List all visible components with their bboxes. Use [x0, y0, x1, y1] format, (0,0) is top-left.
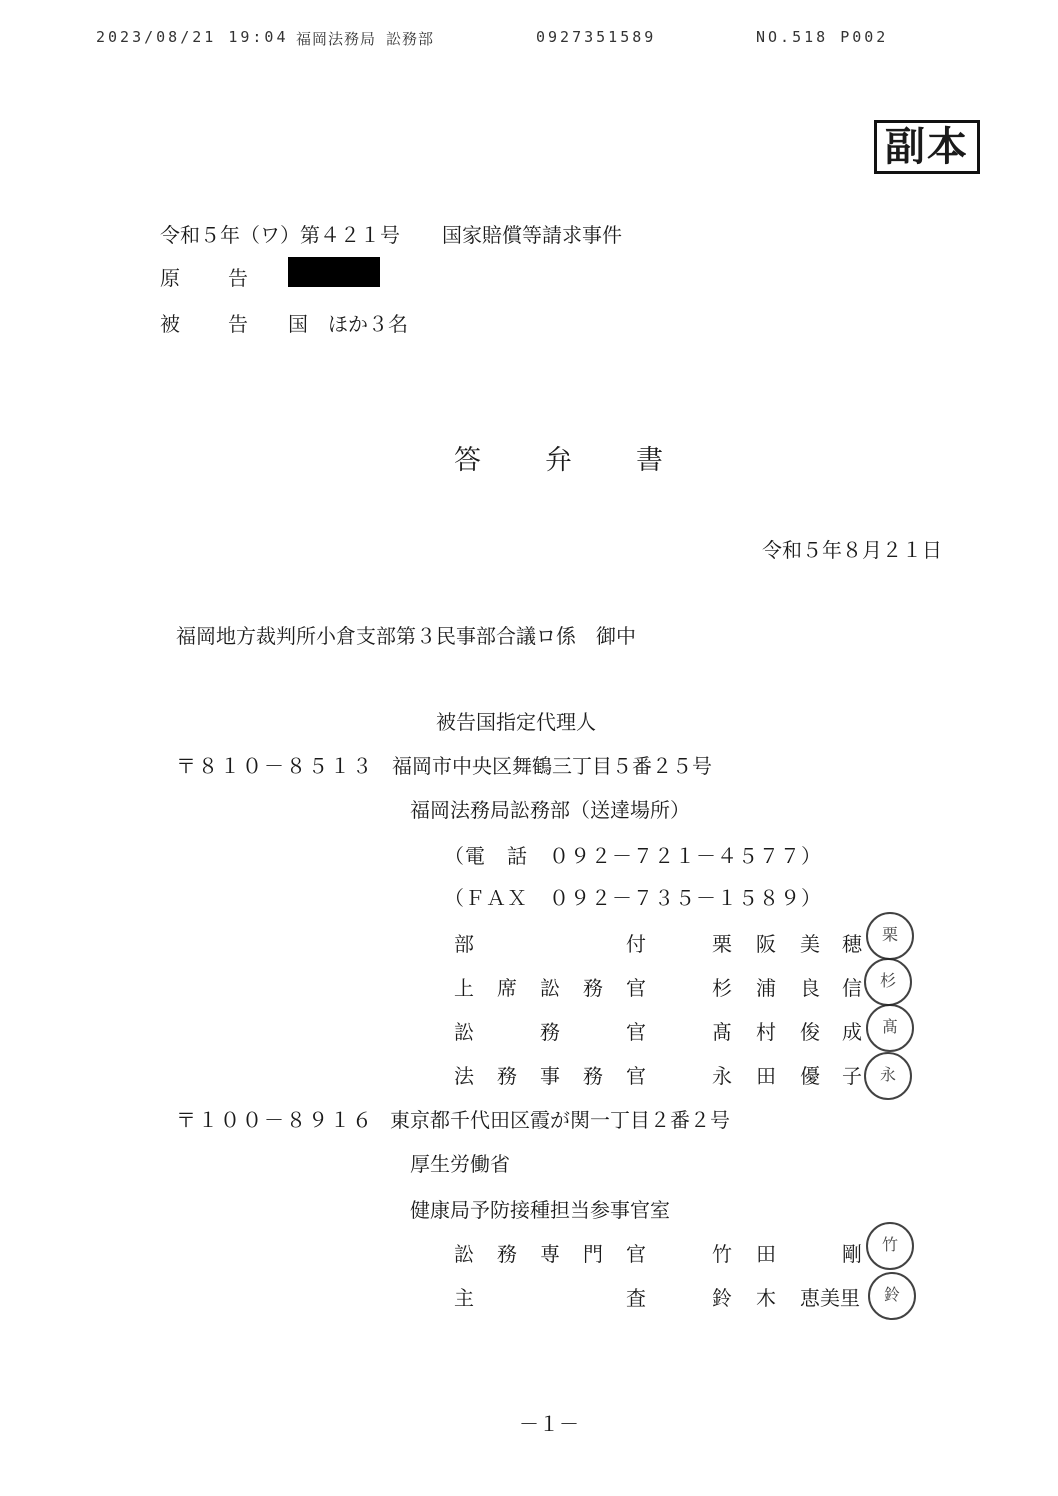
staff-title-char: 部 [454, 932, 474, 956]
staff-title-char: 務 [497, 1064, 517, 1088]
personal-seal: 鈴 [868, 1272, 916, 1320]
case-number: 令和５年（ワ）第４２１号 [160, 223, 400, 247]
staff-name-char: 木 [756, 1286, 776, 1310]
staff-name-char: 田 [756, 1242, 776, 1266]
staff-title-char: 務 [540, 1020, 560, 1044]
staff-name-char: 剛 [842, 1242, 862, 1266]
staff-name-char: 俊 [800, 1020, 820, 1044]
staff-name-char: 美 [800, 932, 820, 956]
staff-name-char: 成 [842, 1020, 862, 1044]
staff-name-char: 良 [800, 976, 820, 1000]
fax-number: 0927351589 [536, 28, 657, 46]
staff-name-char: 杉 [712, 976, 732, 1000]
document-date: 令和５年８月２１日 [762, 538, 942, 562]
staff-name-char: 穂 [842, 932, 862, 956]
plaintiff-label: 原 告 [160, 266, 262, 290]
staff-title-char: 訟 [454, 1242, 474, 1266]
office2-ministry: 厚生労働省 [410, 1152, 510, 1176]
staff-name-char: 髙 [712, 1020, 732, 1044]
staff-title-char: 専 [540, 1242, 560, 1266]
addressee: 福岡地方裁判所小倉支部第３民事部合議ロ係 御中 [176, 624, 636, 648]
staff-name-char: 永 [712, 1064, 732, 1088]
staff-title-char: 事 [540, 1064, 560, 1088]
staff-title-char: 務 [497, 1242, 517, 1266]
staff-name-char: 恵美里 [800, 1286, 860, 1310]
staff-title-char: 査 [626, 1286, 646, 1310]
fax-datetime: 2023/08/21 19:04 [96, 28, 289, 46]
redacted-plaintiff-name [288, 257, 380, 287]
office1-fax: （ＦＡＸ ０９２－７３５－１５８９） [444, 886, 822, 910]
office1-address: 福岡市中央区舞鶴三丁目５番２５号 [392, 754, 712, 778]
staff-title-char: 官 [626, 1242, 646, 1266]
staff-name-char: 浦 [756, 976, 776, 1000]
case-title: 国家賠償等請求事件 [442, 223, 622, 247]
staff-name-char: 信 [842, 976, 862, 1000]
staff-name-char: 田 [756, 1064, 776, 1088]
staff-title-char: 官 [626, 976, 646, 1000]
staff-title-char: 席 [497, 976, 517, 1000]
personal-seal: 栗 [866, 912, 914, 960]
staff-name-char: 優 [800, 1064, 820, 1088]
staff-title-char: 務 [583, 976, 603, 1000]
page-number: －１－ [519, 1412, 579, 1436]
staff-title-char: 上 [454, 976, 474, 1000]
office2-address: 東京都千代田区霞が関一丁目２番２号 [390, 1108, 730, 1132]
staff-title-char: 法 [454, 1064, 474, 1088]
staff-title-char: 訟 [454, 1020, 474, 1044]
staff-title-char: 官 [626, 1064, 646, 1088]
defendant-value: 国 ほか３名 [288, 312, 408, 336]
personal-seal: 竹 [866, 1222, 914, 1270]
staff-title-char: 官 [626, 1020, 646, 1044]
fax-sender: 福岡法務局 訟務部 [296, 30, 435, 48]
staff-title-char: 付 [626, 932, 646, 956]
staff-name-char: 村 [756, 1020, 776, 1044]
staff-title-char: 主 [454, 1286, 474, 1310]
staff-title-char: 訟 [540, 976, 560, 1000]
staff-name-char: 子 [842, 1064, 862, 1088]
fax-page-info: NO.518 P002 [756, 28, 889, 46]
staff-name-char: 栗 [712, 932, 732, 956]
office1-postal: 〒８１０－８５１３ [176, 754, 374, 778]
office1-phone: （電 話 ０９２－７２１－４５７７） [444, 844, 822, 868]
staff-name-char: 鈴 [712, 1286, 732, 1310]
staff-title-char: 門 [583, 1242, 603, 1266]
document-title: 答弁書 [454, 445, 727, 476]
office2-postal: 〒１００－８９１６ [176, 1108, 374, 1132]
staff-title-char: 務 [583, 1064, 603, 1088]
staff-name-char: 竹 [712, 1242, 732, 1266]
defendant-label: 被 告 [160, 312, 262, 336]
office1-org: 福岡法務局訟務部（送達場所） [410, 798, 690, 822]
personal-seal: 永 [864, 1052, 912, 1100]
office2-division: 健康局予防接種担当参事官室 [410, 1198, 670, 1222]
personal-seal: 杉 [864, 958, 912, 1006]
agent-heading: 被告国指定代理人 [436, 710, 596, 734]
personal-seal: 髙 [866, 1004, 914, 1052]
duplicate-stamp: 副本 [874, 120, 980, 174]
staff-name-char: 阪 [756, 932, 776, 956]
